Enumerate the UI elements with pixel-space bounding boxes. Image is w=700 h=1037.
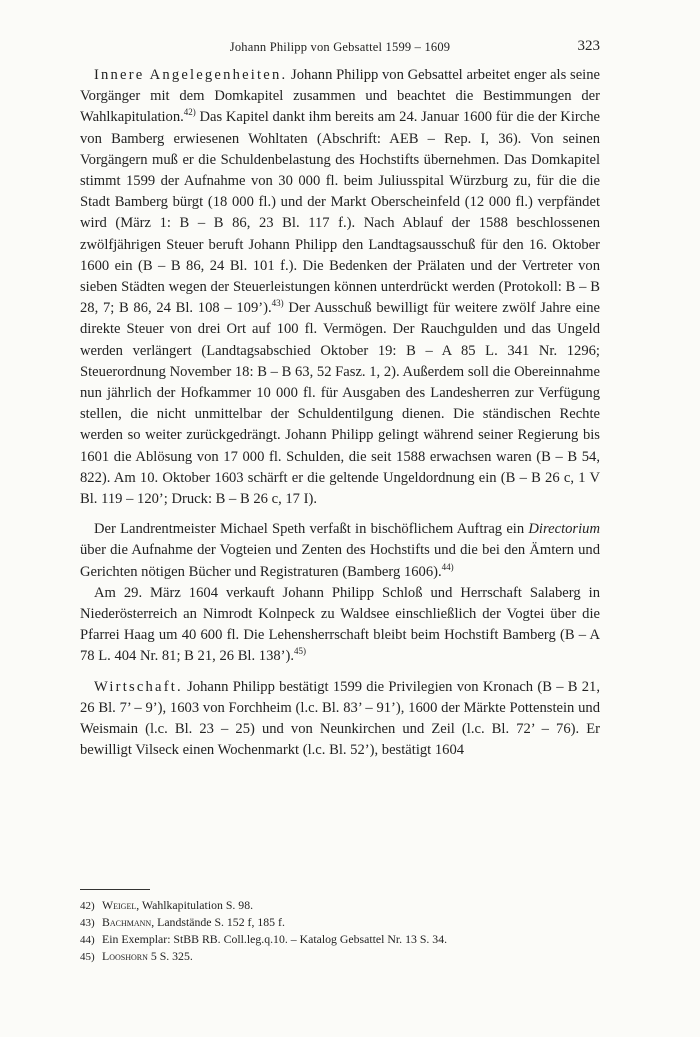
section-lead: Wirtschaft. <box>94 678 183 695</box>
footnote <box>80 948 600 965</box>
paragraph-salaberg <box>80 583 600 668</box>
page-number: 323 <box>577 38 600 54</box>
paragraph-text: Am 29. März 1604 verkauft Johann Philipp Schloß und Herrschaft Salaberg in Niederösterreich an Nimrodt Kolnpeck zu Waldsee einschließlich der Vogtei über die Pfarrei Haag um 40 600 fl. Die Lehensherrschaft bleibt beim Hochstift Bamberg (B – A 78 L. 404 Nr. 81; B 21, 26 Bl. 138’). <box>80 584 600 665</box>
footnote-author: Bachmann <box>102 915 152 929</box>
paragraph-text: Der Ausschuß bewilligt für weitere zwölf Jahre eine direkte Steuer von drei Ort auf 100 fl. Vermögen. Der Rauchgulden und das Ungeld werden verlängert (Landtagsabschied Oktober 19: B – A 85 L. 341 Nr. 1296; Steuerordnung November 18: B – B 63, 52 Fasz. 1, 2). Außerdem soll die Obereinnahme nun jährlich der Hofkammer 10 000 fl. für Ausgaben des Landesherren zur Verfügung stellen, die nicht unmittelbar der Schuldentilgung dienen. Die ständischen Rechte werden so weiter zurückgedrängt. Johann Philipp gelingt während seiner Regierung bis 1601 die Ablösung von 17 000 fl. Schulden, die seit 1588 erwachsen waren (B – B 54, 822). Am 10. Oktober 1603 schärft er die geltende Ungeldordnung ein (B – B 26 c, 1 V Bl. 119 – 120’; Druck: B – B 26 c, 17 I). <box>80 300 601 508</box>
italic-term: Directorium <box>528 521 600 538</box>
footnote <box>80 914 600 931</box>
footnote <box>80 897 600 914</box>
footnote-mark: 43) <box>80 917 95 929</box>
footnote <box>80 931 600 948</box>
footnotes <box>80 897 600 965</box>
footnote-mark: 45) <box>80 951 95 963</box>
paragraph-text: Das Kapitel dankt ihm bereits am 24. Januar 1600 für die der Kirche von Bamberg erwiesenen Wohltaten (Abschrift: AEB – Rep. I, 36). Von seinen Vorgängern muß er die Schuldenbelastung des Hochstifts übernehmen. Das Domkapitel stimmt 1599 der Aufnahme von 30 000 fl. beim Juliusspital Würzburg zu, für die die Stadt Bamberg bürgt (18 000 fl.) und der Markt Oberscheinfeld (12 000 fl.) verpfändet wird (März 1: B – B 86, 23 Bl. 117 f.). Nach Ablauf der 1588 beschlossenen zwölfjährigen Steuer beruft Johann Philipp den Landtagsausschuß für den 16. Oktober 1600 ein (B – B 86, 24 Bl. 101 f.). Die Bedenken der Prälaten und der Vertreter von sieben Städten wegen der Steuerleistungen können unterdrückt werden (Protokoll: B – B 28, 7; B 86, 24 Bl. 108 – 109’). <box>80 109 600 317</box>
section-lead: Innere Angelegenheiten. <box>94 67 288 83</box>
paragraph-wirtschaft <box>80 677 600 762</box>
main-text <box>80 65 600 762</box>
paragraph-text: über die Aufnahme der Vogteien und Zenten des Hochstifts und die bei den Ämtern und Gerichten nötigen Bücher und Registraturen (Bamberg 1606). <box>80 542 600 580</box>
footnote-ref: 43) <box>271 298 284 309</box>
running-title: Johann Philipp von Gebsattel 1599 – 1609 <box>229 40 451 54</box>
paragraph-text: Johann Philipp bestätigt 1599 die Privilegien von Kronach (B – B 21, 26 Bl. 7’ – 9’), 1603 von Forchheim (l.c. Bl. 83’ – 91’), 1600 der Märkte Pottenstein und Weismain (l.c. Bl. 23 – 25) und von Neunkirchen und Zeil (l.c. Bl. 72’ – 76). Er bewilligt Vilseck einen Wochenmarkt (l.c. Bl. 52’), bestätigt 1604 <box>80 678 600 759</box>
footnote-author: Weigel <box>102 898 137 912</box>
footnote-ref: 42) <box>183 107 196 118</box>
footnote-mark: 42) <box>80 900 95 912</box>
footnote-divider <box>80 889 150 890</box>
paragraph-directorium <box>80 519 600 583</box>
paragraph-text: Der Landrentmeister Michael Speth verfaßt in bischöflichem Auftrag ein <box>94 521 525 538</box>
footnote-text: , Landstände S. 152 f, 185 f. <box>151 915 285 929</box>
footnote-text: 5 S. 325. <box>147 949 193 963</box>
footnote-text: , Wahlkapitulation S. 98. <box>136 898 254 912</box>
footnote-text: Ein Exemplar: StBB RB. Coll.leg.q.10. – Katalog Gebsattel Nr. 13 S. 34. <box>102 932 448 946</box>
footnote-author: Looshorn <box>102 949 148 963</box>
running-header <box>80 40 600 60</box>
footnote-ref: 44) <box>441 561 454 572</box>
paragraph-innere-angelegenheiten <box>80 65 600 510</box>
footnote-mark: 44) <box>80 934 95 946</box>
footnote-ref: 45) <box>294 646 307 657</box>
paragraph-text: Johann Philipp von Gebsattel arbeitet enger als seine Vorgänger mit dem Domkapitel zusammen und beachtet die Bestimmungen der Wahlkapitulation. <box>80 67 600 126</box>
